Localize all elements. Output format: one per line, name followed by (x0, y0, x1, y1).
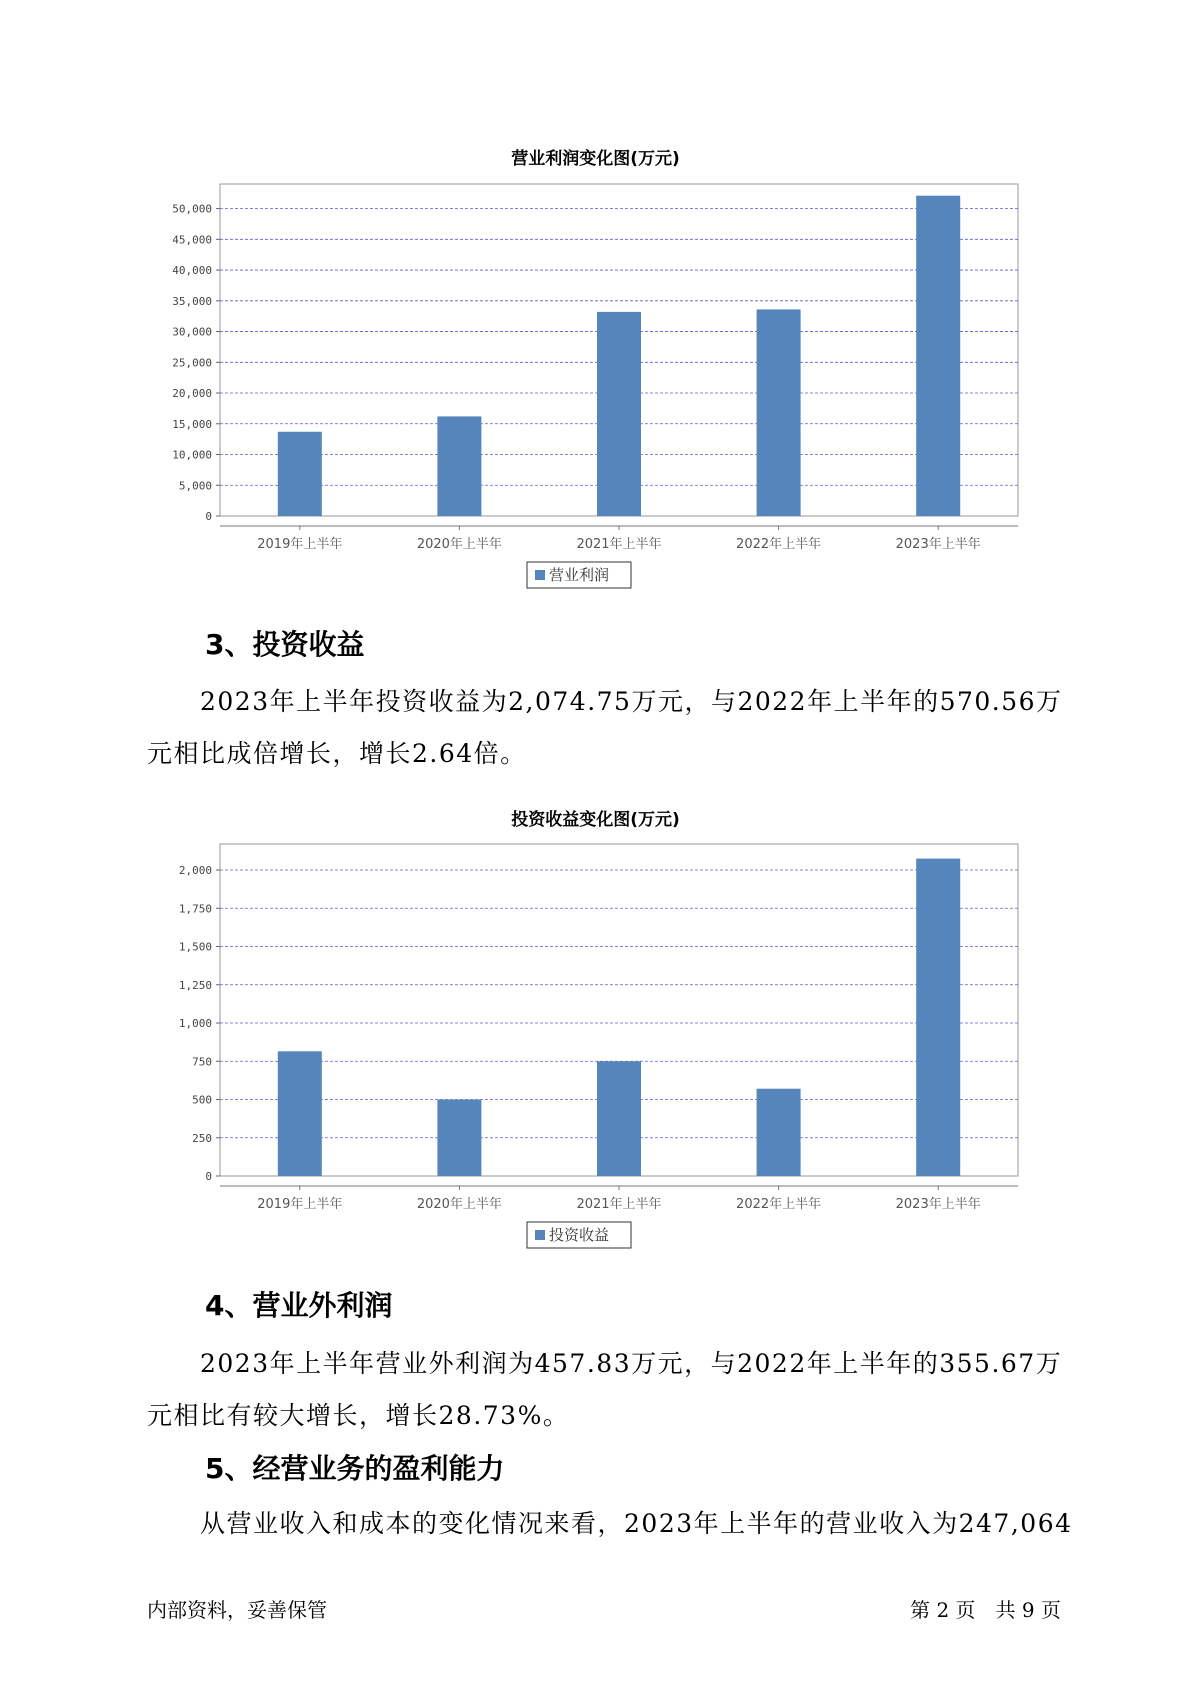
chart2-xtick-label: 2022年上半年 (736, 1197, 822, 1212)
footer-confidential-note: 内部资料，妥善保管 (147, 1598, 327, 1622)
chart1-ytick-label: 10,000 (172, 448, 212, 462)
chart2-ytick-label: 750 (192, 1055, 212, 1069)
page-prefix: 第 (910, 1598, 931, 1622)
page-total: 9 (1021, 1598, 1035, 1622)
chart1-xtick-label: 2022年上半年 (736, 537, 822, 552)
chart1-ytick-label: 45,000 (172, 233, 212, 247)
chart1-ytick-label: 25,000 (172, 356, 212, 370)
section4-heading: 4、营业外利润 (205, 1289, 393, 1322)
chart2-title: 投资收益变化图(万元) (511, 810, 680, 830)
chart2-xtick-label: 2021年上半年 (576, 1197, 662, 1212)
chart2-bar (916, 859, 960, 1176)
chart1-title: 营业利润变化图(万元) (511, 149, 680, 169)
chart2-ytick-label: 250 (192, 1131, 212, 1145)
page-middle: 页 共 (955, 1598, 1016, 1622)
section4-line2: 元相比有较大增长，增长28.73%。 (147, 1401, 570, 1430)
chart2-xtick-label: 2019年上半年 (257, 1197, 343, 1212)
chart1-bar (916, 196, 960, 516)
chart2-legend-swatch (535, 1230, 545, 1240)
chart1-operating-profit (0, 170, 1191, 590)
section3-line1: 2023年上半年投资收益为2,074.75万元，与2022年上半年的570.56万 (200, 687, 1063, 716)
chart1-ytick-label: 15,000 (172, 417, 212, 431)
section5-heading: 5、经营业务的盈利能力 (205, 1452, 505, 1485)
chart1-ytick-label: 50,000 (172, 202, 212, 216)
chart2-ytick-label: 1,500 (178, 940, 212, 954)
chart2-ytick-label: 2,000 (178, 864, 212, 878)
page-current: 2 (936, 1598, 950, 1622)
chart1-xtick-label: 2020年上半年 (416, 537, 502, 552)
chart1-ytick-label: 30,000 (172, 325, 212, 339)
chart1-ytick-label: 20,000 (172, 387, 212, 401)
chart2-xtick-label: 2020年上半年 (416, 1197, 502, 1212)
chart2-ytick-label: 500 (192, 1093, 212, 1107)
chart2-investment-income (0, 830, 1191, 1250)
chart1-ytick-label: 0 (205, 510, 212, 523)
chart1-legend-label: 营业利润 (549, 566, 610, 584)
page-suffix: 页 (1041, 1598, 1061, 1622)
chart1-bar (597, 312, 641, 516)
chart1-ytick-label: 40,000 (172, 264, 212, 278)
chart2-ytick-label: 1,750 (178, 902, 212, 916)
chart2-bar (437, 1100, 481, 1176)
chart2-ytick-label: 1,250 (178, 978, 212, 992)
chart2-ytick-label: 1,000 (178, 1017, 212, 1031)
chart1-ytick-label: 35,000 (172, 294, 212, 308)
section4-paragraph (147, 1338, 1087, 1442)
chart1-xtick-label: 2019年上半年 (257, 537, 343, 552)
chart2-bar (757, 1089, 801, 1176)
section3-paragraph (147, 676, 1087, 780)
chart1-bar (437, 416, 481, 516)
chart1-ytick-label: 5,000 (178, 479, 212, 493)
chart2-bar (597, 1061, 641, 1176)
chart1-xtick-label: 2021年上半年 (576, 537, 662, 552)
chart2-legend-label: 投资收益 (549, 1226, 610, 1244)
chart1-bar (757, 309, 801, 516)
section4-line1: 2023年上半年营业外利润为457.83万元，与2022年上半年的355.67万 (200, 1349, 1063, 1378)
section5-line1: 从营业收入和成本的变化情况来看，2023年上半年的营业收入为247,064 (200, 1509, 1073, 1538)
chart2-ytick-label: 0 (205, 1170, 212, 1183)
chart1-legend-swatch (535, 570, 545, 580)
chart2-xtick-label: 2023年上半年 (895, 1197, 981, 1212)
chart1-xtick-label: 2023年上半年 (895, 537, 981, 552)
section5-paragraph (147, 1498, 1087, 1550)
section3-line2: 元相比成倍增长，增长2.64倍。 (147, 739, 527, 768)
footer-page-number (910, 1594, 1061, 1623)
section3-heading: 3、投资收益 (205, 628, 365, 661)
chart2-bar (278, 1051, 322, 1176)
chart1-bar (278, 432, 322, 516)
